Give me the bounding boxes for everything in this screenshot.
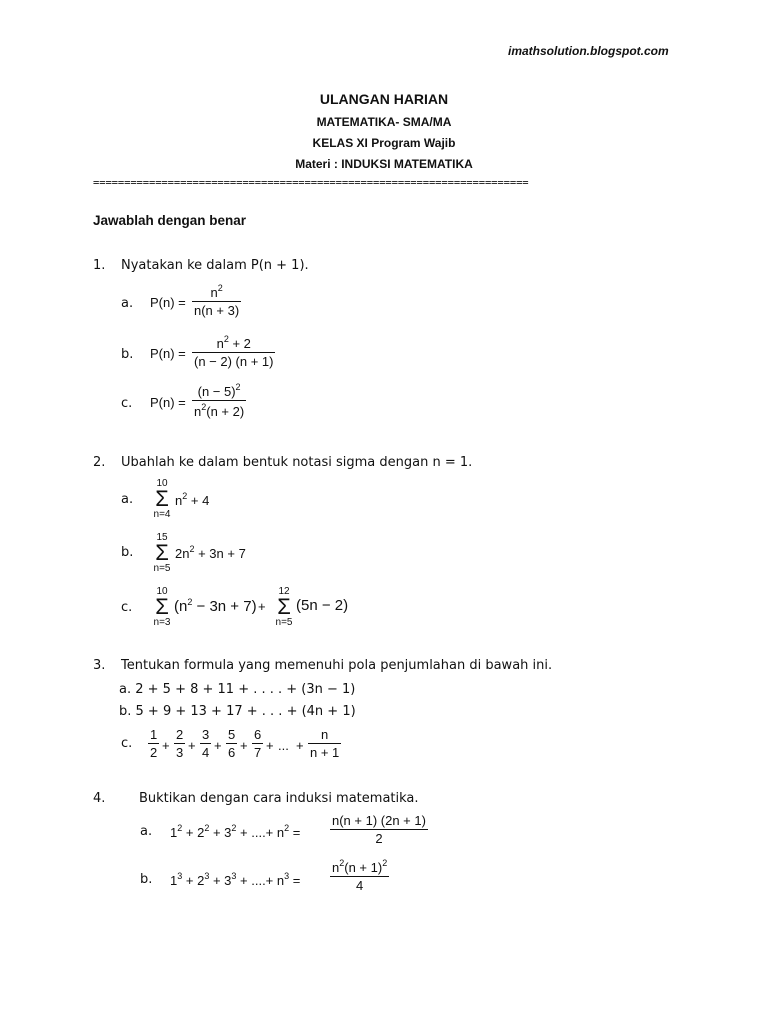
q2b-label: b.: [121, 545, 134, 560]
exponent: 2: [177, 823, 183, 833]
q1c-num-base: (n − 5): [197, 384, 236, 399]
q4a-denominator: 2: [375, 831, 383, 846]
exponent: 3: [204, 871, 210, 881]
q3c-plus: +: [214, 738, 222, 753]
exponent: 2: [204, 823, 210, 833]
q1b-lhs: P(n) =: [150, 346, 186, 361]
q3c-fraction-2-numerator: 2: [176, 727, 184, 742]
q3c-plus: +: [266, 738, 274, 753]
q2a-lower: n=4: [153, 509, 171, 520]
q2c-exp-1: 2: [187, 597, 193, 607]
q3c-fraction-5-denominator: 7: [254, 745, 262, 760]
q1a-fraction: [192, 283, 241, 318]
q1c-numerator: [192, 382, 246, 401]
equals: =: [289, 873, 301, 888]
q3c-fraction-3: [200, 727, 211, 760]
q4a-numerator: n(n + 1) (2n + 1): [332, 813, 426, 828]
q1c-fraction: [192, 382, 246, 419]
q2-text: Ubahlah ke dalam bentuk notasi sigma dengan n = 1.: [121, 455, 473, 470]
exponent: 3: [231, 871, 237, 881]
operator: +: [209, 873, 225, 888]
q3c-fraction-last-numerator: n: [308, 727, 341, 744]
base: 1: [170, 873, 178, 888]
q3c-fraction-5: [252, 727, 263, 760]
q3-number: 3.: [93, 658, 106, 673]
q3c-fraction-1-numerator: 1: [150, 727, 158, 742]
q2a-upper: 10: [156, 478, 168, 489]
q1c-label: c.: [121, 396, 133, 411]
operator: +: [182, 873, 198, 888]
q3c-plus: +: [162, 738, 170, 753]
operator: +: [209, 825, 225, 840]
q1a-num-base: n: [210, 285, 218, 300]
q1a-label: a.: [121, 296, 134, 311]
q1a-num-exp: 2: [217, 283, 223, 293]
q1c-num-exp: 2: [235, 382, 241, 392]
q3c-fraction-4: [226, 727, 237, 760]
exponent: 3: [284, 871, 290, 881]
q3c-fraction-4-numerator: 5: [228, 727, 236, 742]
q3c-fraction-1-denominator: 2: [150, 745, 158, 760]
q1b-label: b.: [121, 347, 134, 362]
q1b-denominator: (n − 2) (n + 1): [194, 354, 274, 369]
q2a-body: n: [175, 493, 183, 508]
operator: +: [236, 825, 252, 840]
q4b-numerator: [330, 858, 389, 877]
base: 3: [224, 825, 232, 840]
q3c-fraction-last-denominator: n + 1: [310, 745, 340, 760]
q1a-numerator: [192, 283, 241, 302]
q4b-num-a: n: [332, 860, 340, 875]
q2a-expression: [175, 491, 209, 508]
q4b-num-exp2: 2: [382, 858, 388, 868]
q3b-series: b. 5 + 9 + 13 + 17 + . . . + (4n + 1): [119, 704, 356, 719]
q4b-label: b.: [140, 872, 153, 887]
doc-title: ULANGAN HARIAN: [319, 91, 449, 107]
q2b-sigma: [150, 532, 174, 574]
q4a-fraction: [330, 813, 428, 846]
operator: +: [236, 873, 252, 888]
ellipsis-term: ....+ n: [251, 825, 285, 840]
q2c-body-1: (n: [174, 598, 188, 615]
equals: =: [289, 825, 301, 840]
q2a-exp: 2: [182, 491, 188, 501]
base: 3: [224, 873, 232, 888]
q1c-den-exp: 2: [201, 402, 207, 412]
operator: +: [182, 825, 198, 840]
base: 2: [197, 873, 205, 888]
q2c-lower-1: n=3: [153, 617, 171, 628]
q2b-exp: 2: [189, 544, 195, 554]
q4b-denominator: 4: [355, 878, 364, 893]
q1c-lhs: P(n) =: [150, 395, 186, 410]
q1c-den-tail: (n + 2): [206, 404, 245, 419]
q3c-plus: +: [188, 738, 196, 753]
q4a-label: a.: [140, 824, 153, 839]
q2a-sigma: [150, 478, 174, 520]
q4b-fraction: [330, 858, 389, 893]
q3c-fraction-3-denominator: 4: [202, 745, 210, 760]
q2c-label: c.: [121, 600, 133, 615]
q3c-fraction-3-numerator: 3: [202, 727, 210, 742]
q3c-fraction-4-denominator: 6: [228, 745, 236, 760]
q2-number: 2.: [93, 455, 106, 470]
q2c-sigma-1: [150, 586, 174, 628]
q3c-label: c.: [121, 736, 133, 751]
q2b-upper: 15: [156, 532, 168, 543]
q1-number: 1.: [93, 258, 106, 273]
q3-text: Tentukan formula yang memenuhi pola penjumlahan di bawah ini.: [121, 658, 553, 673]
q2a-tail: + 4: [187, 493, 210, 508]
q2c-plus: +: [258, 599, 266, 614]
q1b-numerator: [192, 334, 275, 353]
q3c-fraction-last: [308, 727, 341, 760]
q2c-upper-2: 12: [278, 586, 290, 597]
ellipsis-term: ....+ n: [251, 873, 285, 888]
q3c-fraction-2-denominator: 3: [176, 745, 184, 760]
q3c-plus: +: [240, 738, 248, 753]
doc-class: KELAS XI Program Wajib: [312, 136, 456, 150]
q1a-denominator: n(n + 3): [194, 303, 240, 318]
q3c-fraction-2: [174, 727, 185, 760]
site-url: imathsolution.blogspot.com: [508, 44, 669, 58]
exponent: 2: [231, 823, 237, 833]
q1c-denominator: [192, 401, 246, 419]
q2c-expression-1: [174, 597, 257, 615]
q4-text: Buktikan dengan cara induksi matematika.: [139, 791, 419, 806]
q1b-num-exp: 2: [223, 334, 229, 344]
q3c-plus: +: [296, 738, 304, 753]
doc-material: Materi : INDUKSI MATEMATIKA: [295, 157, 473, 171]
q2b-lower: n=5: [153, 563, 171, 574]
q1b-fraction: [192, 334, 275, 369]
q2c-sigma-2: [272, 586, 296, 628]
sigma-icon: Σ: [155, 486, 169, 511]
exponent: 2: [284, 823, 290, 833]
q2c-upper-1: 10: [156, 586, 168, 597]
sigma-icon: Σ: [155, 540, 169, 565]
q1c-den-base: n: [194, 404, 202, 419]
q3c-dots: ...: [278, 738, 289, 753]
q1a-lhs: P(n) =: [150, 295, 186, 310]
q2a-label: a.: [121, 492, 134, 507]
q1b-num-base: n: [216, 336, 224, 351]
q2c-lower-2: n=5: [275, 617, 293, 628]
instruction: Jawablah dengan benar: [93, 213, 247, 228]
sigma-icon: Σ: [277, 594, 291, 619]
q4a-lhs: [170, 823, 300, 840]
q2b-expression: [175, 544, 246, 561]
q1-text: Nyatakan ke dalam P(n + 1).: [121, 258, 309, 273]
q3c-fraction-1: [148, 727, 159, 760]
exponent: 3: [177, 871, 183, 881]
q3c-fraction-5-numerator: 6: [254, 727, 262, 742]
doc-subject: MATEMATIKA- SMA/MA: [316, 115, 452, 129]
q4b-num-b: (n + 1): [344, 860, 383, 875]
separator-rule: ======================================================================: [93, 177, 529, 189]
q2c-tail-1: − 3n + 7): [192, 598, 257, 615]
q4b-lhs: [170, 871, 300, 888]
q2b-body: 2n: [175, 546, 190, 561]
q2c-body-2: (5n − 2): [296, 597, 349, 614]
q1b-num-tail: + 2: [228, 336, 251, 351]
q2b-tail: + 3n + 7: [194, 546, 246, 561]
base: 1: [170, 825, 178, 840]
q3a-series: a. 2 + 5 + 8 + 11 + . . . . + (3n − 1): [119, 682, 356, 697]
sigma-icon: Σ: [155, 594, 169, 619]
q4-number: 4.: [93, 791, 106, 806]
q4b-num-exp: 2: [339, 858, 345, 868]
base: 2: [197, 825, 205, 840]
